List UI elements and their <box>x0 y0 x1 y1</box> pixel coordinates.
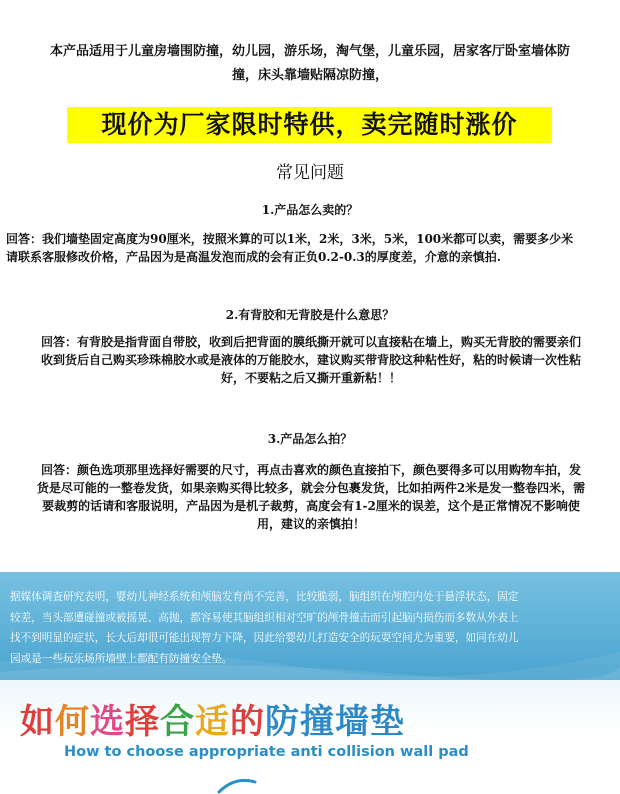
answer-line: 请联系客服修改价格，产品因为是高温发泡而成的会有正负0.2-0.3的厚度差，介意的亲慎拍. <box>6 250 501 264</box>
intro-text <box>6 40 614 88</box>
answer-line: 用，建议的亲慎拍！ <box>256 517 365 531</box>
answer-line: 货是尽可能的一整卷发货，如果亲购买得比较多，就会分包裹发货，比如拍两件2米是发一整卷四米，需 <box>36 481 586 495</box>
faq-answer-1 <box>6 230 616 266</box>
faq-question-3: 3.产品怎么拍？ <box>267 432 353 446</box>
info-line: 园或是一些玩乐场所墙壁上都配有防撞安全垫。 <box>10 652 233 665</box>
heading-char: 防 <box>265 702 300 742</box>
answer-line: 回答：有背胶是指背面自带胶，收到后把背面的膜纸撕开就可以直接粘在墙上，购买无背胶的需要亲们 <box>40 335 581 349</box>
heading-char: 适 <box>195 702 230 742</box>
decorative-curve <box>215 776 275 794</box>
answer-line: 回答：我们墙垫固定高度为90厘米，按照米算的可以1米，2米，3米，5米，100米都可以卖，需要多少米 <box>6 232 574 246</box>
intro-line-1: 本产品适用于儿童房墙围防撞，幼儿园，游乐场，淘气堡，儿童乐园，居家客厅卧室墙体防 <box>49 44 570 59</box>
faq-question-1: 1.产品怎么卖的？ <box>261 203 359 217</box>
info-line: 找不到明显的症状，长大后却很可能出现智力下降，因此给婴幼儿打造安全的玩耍空间尤为重要，如同在幼儿 <box>10 632 519 644</box>
answer-line: 要裁剪的话请和客服说明，产品因为是机子裁剪，高度会有1-2厘米的误差，这个是正常情况不影响使 <box>42 499 580 513</box>
heading-char: 垫 <box>370 702 405 742</box>
heading-char: 的 <box>230 702 265 742</box>
heading-char: 何 <box>55 702 90 742</box>
heading-char: 撞 <box>300 702 335 742</box>
answer-line: 好，不要粘之后又撕开重新粘！！ <box>220 371 401 385</box>
answer-line: 收到货后自己购买珍珠棉胶水或是液体的万能胶水，建议购买带背胶这种粘性好，粘的时候请一次性粘 <box>40 353 581 367</box>
faq-title: 常见问题 <box>276 163 344 183</box>
promo-banner: 现价为厂家限时特供，卖完随时涨价 <box>67 107 552 143</box>
heading-char: 合 <box>160 702 195 742</box>
faq-question-2: 2.有背胶和无背胶是什么意思？ <box>225 308 395 322</box>
info-panel-text <box>10 587 612 669</box>
heading-char: 择 <box>125 702 160 742</box>
intro-line-2: 撞，床头靠墙贴隔凉防撞， <box>231 68 388 83</box>
answer-line: 回答：颜色选项那里选择好需要的尺寸，再点击喜欢的颜色直接拍下，颜色要得多可以用购物车拍，发 <box>40 463 581 477</box>
heading-char: 如 <box>20 702 55 742</box>
info-panel <box>0 572 620 680</box>
section-heading <box>20 700 405 744</box>
heading-char: 选 <box>90 702 125 742</box>
section-subtitle: How to choose appropriate anti collision wall pad <box>64 744 469 760</box>
info-line: 较差，当头部遭碰撞或被摇晃、高抛，都容易使其脑组织相对空旷的颅骨撞击而引起脑内损伤而多数从外表上 <box>10 611 519 624</box>
faq-answer-3 <box>6 461 616 533</box>
heading-char: 墙 <box>335 702 370 742</box>
info-line: 据媒体调查研究表明，婴幼儿神经系统和颅脑发育尚不完善，比较脆弱，脑组织在颅腔内处于悬浮状态，固定 <box>10 591 519 603</box>
faq-answer-2 <box>6 333 616 387</box>
